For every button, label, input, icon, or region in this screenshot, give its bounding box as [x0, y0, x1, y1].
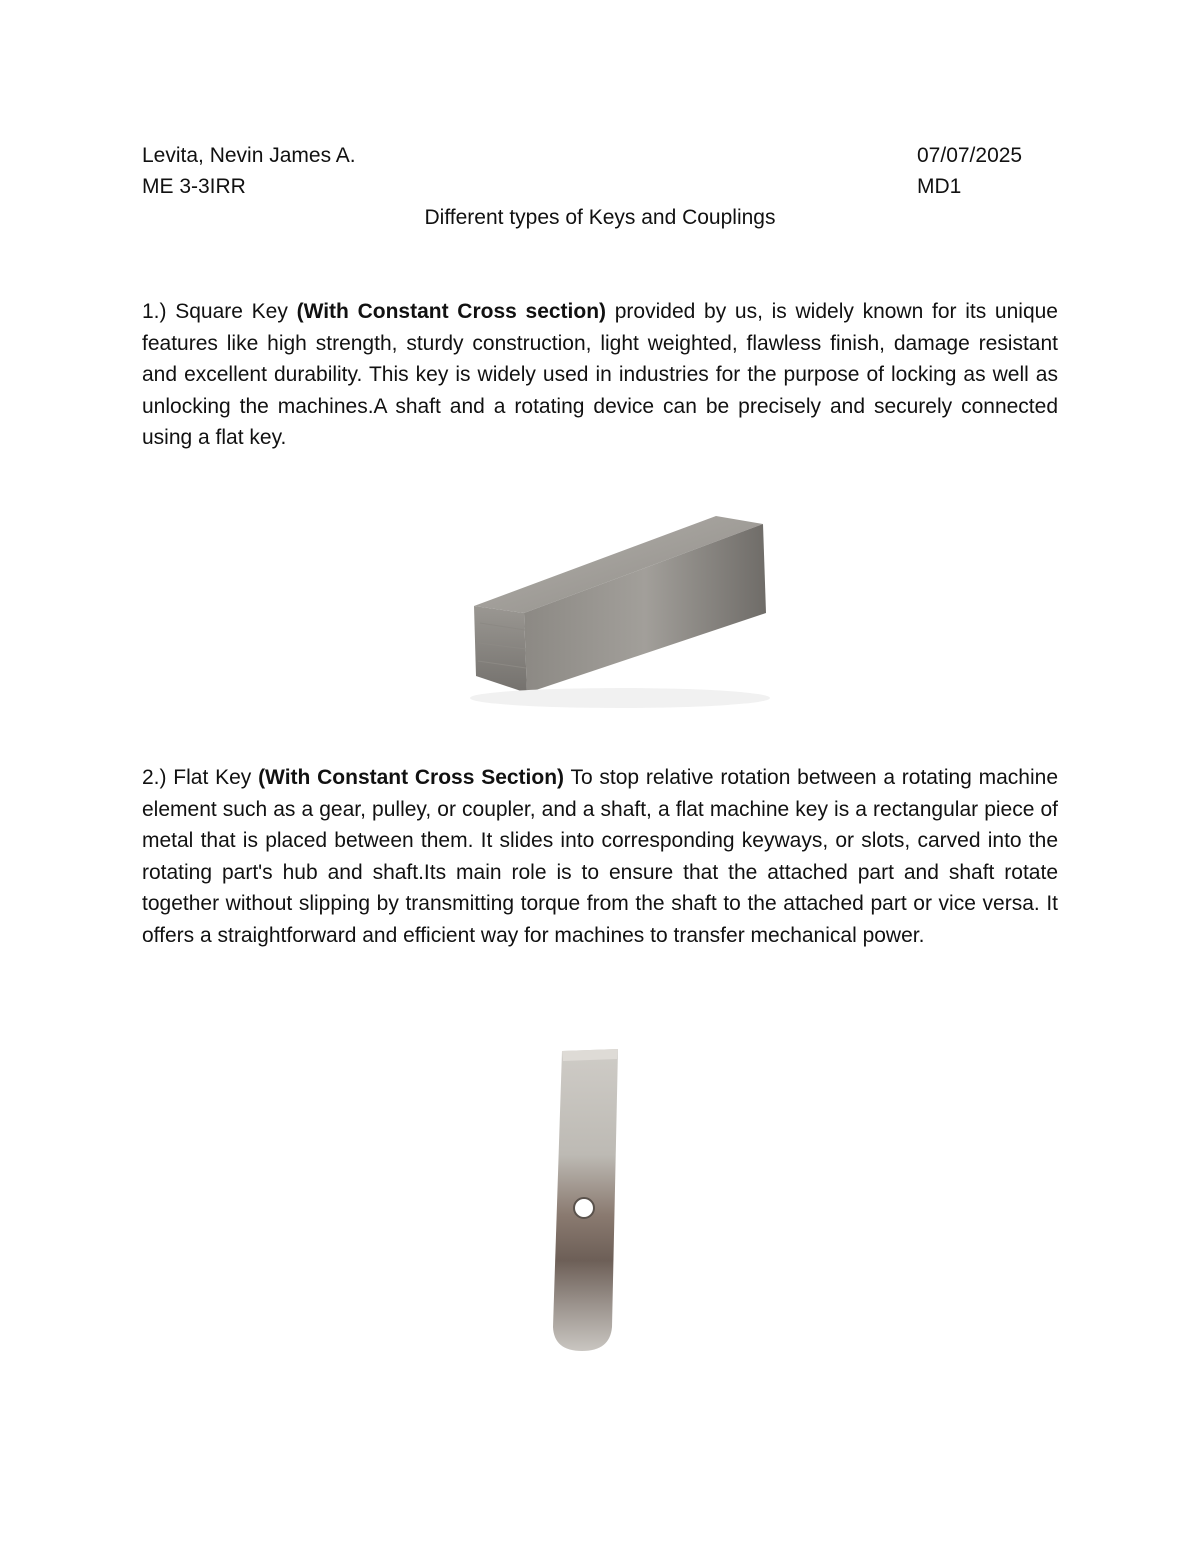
document-date: 07/07/2025: [917, 144, 1023, 167]
item-qualifier: (With Constant Cross section): [296, 300, 607, 323]
item-number: 1.): [142, 300, 167, 323]
item-square-key: [142, 296, 1058, 454]
document-title: Different types of Keys and Couplings: [424, 206, 776, 229]
item-flat-key: [142, 762, 1058, 951]
author-name: Levita, Nevin James A.: [142, 144, 356, 167]
course-code: MD1: [917, 175, 962, 198]
item-number: 2.): [142, 766, 167, 789]
item-qualifier: (With Constant Cross Section): [258, 766, 565, 789]
square-key-image: [440, 448, 780, 753]
class-section: ME 3-3IRR: [142, 175, 246, 198]
item-name: Flat Key: [173, 766, 252, 789]
item-text: provided by us, is widely known for its unique features like high strength, sturdy construction, light weighted, flawless finish, damage resistant and excellent durability. This key is widely used in industries for the purpose of locking as well as unlocking the machines.A shaft and a rotating device can be precisely and securely connected using a flat key.: [142, 300, 1058, 449]
item-text: To stop relative rotation between a rotating machine element such as a gear, pulley, or coupler, and a shaft, a flat machine key is a rectangular piece of metal that is placed between them. It slides into corresponding keyways, or slots, carved into the rotating part's hub and shaft.Its main role is to ensure that the attached part and shaft rotate together without slipping by transmitting torque from the shaft to the attached part or vice versa. It offers a straightforward and efficient way for machines to transfer mechanical power.: [142, 766, 1058, 947]
item-name: Square Key: [175, 300, 288, 323]
flat-key-image: [432, 993, 758, 1408]
